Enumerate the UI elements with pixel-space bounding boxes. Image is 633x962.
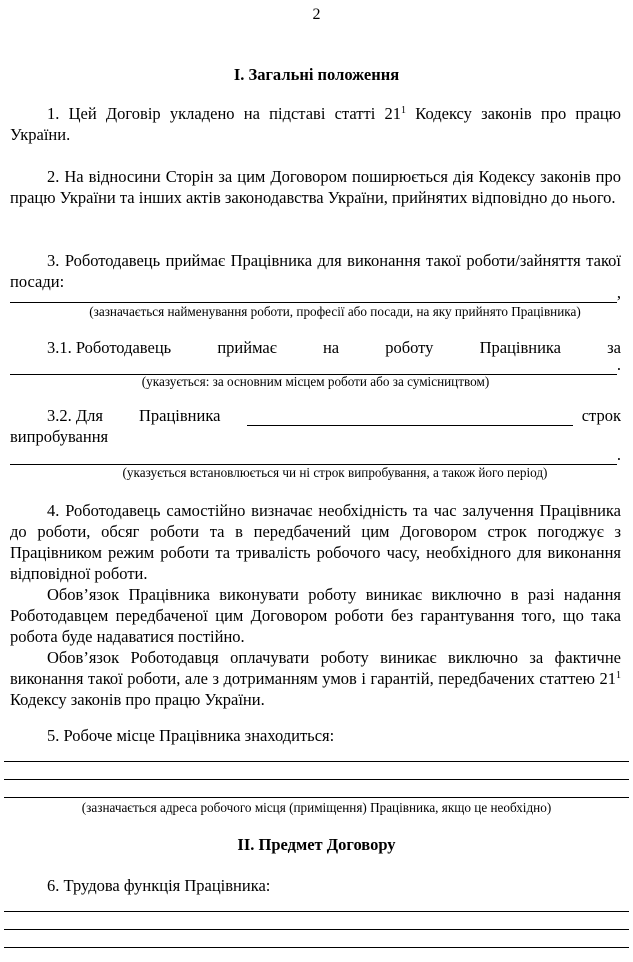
text: Обов’язок Роботодавця оплачувати роботу виникає виключно за фактичне виконання такої роботи, але з дотриманням умов і гарантій, передбачених статтею 21: [10, 648, 621, 688]
section-1-title: І. Загальні положення: [233, 65, 400, 84]
clause-3-2-start: 3.2. Для: [47, 406, 103, 425]
word: на: [322, 338, 340, 357]
clause-3-1-field-row: [10, 355, 621, 375]
word: роботу: [385, 338, 434, 357]
clause-5-note: (зазначається адреса робочого місця (приміщення) Працівника, якщо це необхідно): [81, 800, 552, 815]
clause-3-2-line2: випробування: [10, 427, 109, 446]
position-name-field[interactable]: [10, 284, 617, 303]
clause-3-1-note: (указується: за основним місцем роботи або за сумісництвом): [141, 374, 490, 389]
word: 3.1. Роботодавець: [47, 338, 172, 357]
clause-5-text: 5. Робоче місце Працівника знаходиться:: [47, 726, 335, 745]
clause-1: [10, 103, 621, 145]
workplace-address-line-1[interactable]: [4, 761, 629, 762]
clause-6: [10, 875, 621, 896]
clause-4-obligation-employee: Обов’язок Працівника виконувати роботу виникає виключно в разі надання Роботодавцем передбаченої цим Договором роботи без гарантування того, що така робота буде надаватися постійно.: [10, 585, 621, 646]
clause-2-text: 2. На відносини Сторін за цим Договором поширюється дія Кодексу законів про працю України та інших актів законодавства України, прийнятих відповідно до нього.: [10, 167, 621, 207]
clause-4-text: 4. Роботодавець самостійно визначає необхідність та час залучення Працівника до роботи, обсяг роботи та в передбачений цим Договором строк погоджує з Працівником режим роботи та тривалість робочого часу, необхідного для виконання відповідної роботи.: [10, 501, 621, 583]
clause-6-text: 6. Трудова функція Працівника:: [47, 876, 271, 895]
field-suffix: .: [616, 445, 621, 464]
clause-3-2-middle: Працівника: [138, 406, 221, 425]
word: Працівника: [479, 338, 562, 357]
clause-5: [10, 725, 621, 746]
workplace-address-line-2[interactable]: [4, 779, 629, 780]
section-2-title: ІІ. Предмет Договору: [237, 835, 396, 854]
probation-field[interactable]: [247, 409, 573, 426]
clause-3-field-row: [10, 283, 621, 303]
job-function-line-1[interactable]: [4, 911, 629, 912]
field-suffix: ,: [616, 283, 621, 302]
clause-3-text: 3. Роботодавець приймає Працівника для виконання такої роботи/зайняття такої посади:: [10, 251, 621, 291]
job-function-line-3[interactable]: [4, 947, 629, 948]
clause-4-obligation-employer: [10, 647, 621, 710]
page-number: 2: [312, 6, 321, 23]
clause-4: [10, 500, 621, 710]
clause-3-2-end: строк: [581, 406, 621, 425]
workplace-address-line-3[interactable]: [4, 797, 629, 798]
job-function-line-2[interactable]: [4, 929, 629, 930]
clause-3-2-note: (указується встановлюється чи ні строк випробування, а також його період): [122, 465, 548, 480]
clause-1-text-end: Кодексу законів про працю України.: [10, 104, 621, 144]
clause-3-2: [47, 405, 621, 426]
probation-period-field[interactable]: [10, 446, 617, 465]
employment-type-field[interactable]: [10, 356, 617, 375]
text: Кодексу законів про працю України.: [10, 690, 265, 709]
field-suffix: .: [616, 355, 621, 374]
clause-3-note: (зазначається найменування роботи, професії або посади, на яку прийнято Працівника): [89, 304, 581, 319]
word: приймає: [217, 338, 277, 357]
word: за: [607, 338, 621, 357]
superscript: 1: [401, 105, 407, 116]
clause-1-text: 1. Цей Договір укладено на підставі статті 21: [47, 104, 402, 123]
clause-2: [10, 166, 621, 208]
clause-3-2-field-row: [10, 445, 621, 465]
superscript: 1: [616, 670, 621, 681]
